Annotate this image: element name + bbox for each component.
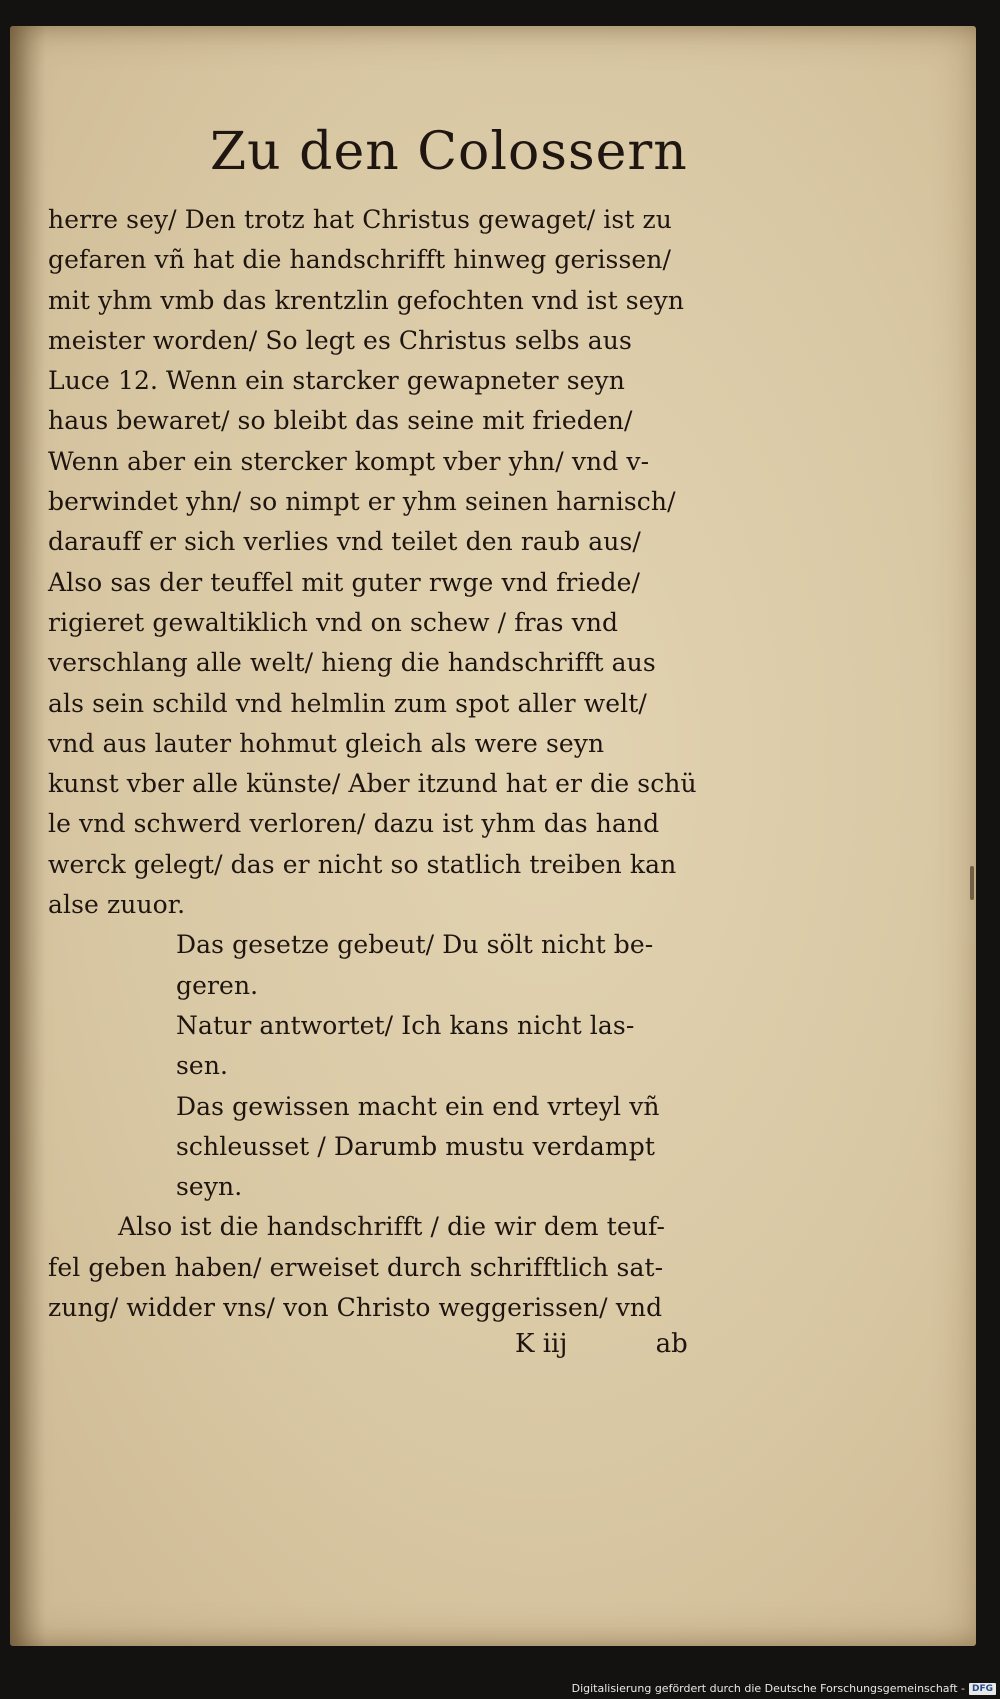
margin-stain [970, 866, 974, 900]
body-text [48, 200, 748, 1328]
text-line: Also ist die handschrifft / die wir dem teuf- [118, 1212, 666, 1242]
catchword: ab [655, 1329, 688, 1359]
text-line: verschlang alle welt/ hieng die handschrifft aus [48, 648, 656, 678]
text-line: rigieret gewaltiklich vnd on schew / fras vnd [48, 607, 619, 637]
text-line: werck gelegt/ das er nicht so statlich treiben kan [48, 849, 677, 879]
text-line: Also sas der teuffel mit guter rwge vnd friede/ [48, 567, 640, 597]
signature-mark: K iij [515, 1329, 568, 1359]
text-line: Wenn aber ein stercker kompt vber yhn/ vnd v- [48, 446, 650, 476]
digitization-credit [572, 1682, 996, 1695]
text-line: mit yhm vmb das krentzlin gefochten vnd ist seyn [48, 285, 685, 315]
text-line: zung/ widder vns/ von Christo weggerissen/ vnd [48, 1293, 663, 1323]
text-line: vnd aus lauter hohmut gleich als were seyn [48, 728, 605, 758]
text-line: alse zuuor. [48, 890, 186, 920]
verse-line: geren. [176, 970, 259, 1000]
running-head: Zu den Colossern [210, 122, 688, 182]
text-line: darauff er sich verlies vnd teilet den raub aus/ [48, 527, 641, 557]
verse-line: Natur antwortet/ Ich kans nicht las- [176, 1010, 635, 1040]
text-line: herre sey/ Den trotz hat Christus gewaget/ ist zu [48, 205, 672, 234]
verse-line: sen. [176, 1051, 229, 1081]
signature-line [515, 1329, 688, 1359]
text-line: gefaren vñ hat die handschrifft hinweg gerissen/ [48, 245, 672, 275]
verse-line: schleusset / Darumb mustu verdampt [176, 1131, 655, 1161]
text-line: Luce 12. Wenn ein starcker gewapneter seyn [48, 366, 625, 396]
credit-text: Digitalisierung gefördert durch die Deutsche Forschungsgemeinschaft - [571, 1682, 965, 1695]
text-line: als sein schild vnd helmlin zum spot aller welt/ [48, 688, 647, 718]
text-line: haus bewaret/ so bleibt das seine mit frieden/ [48, 406, 633, 436]
text-line: berwindet yhn/ so nimpt er yhm seinen harnisch/ [48, 487, 676, 517]
verse-line: Das gewissen macht ein end vrteyl vñ [176, 1091, 660, 1121]
text-line: meister worden/ So legt es Christus selbs aus [48, 325, 632, 355]
text-line: fel geben haben/ erweiset durch schrifftlich sat- [48, 1252, 664, 1282]
text-line: le vnd schwerd verloren/ dazu ist yhm das hand [48, 809, 660, 839]
verse-line: seyn. [176, 1172, 243, 1202]
text-line: kunst vber alle künste/ Aber itzund hat er die schü [48, 769, 697, 799]
verse-line: Das gesetze gebeut/ Du sölt nicht be- [176, 930, 654, 960]
spine-shadow [10, 26, 46, 1646]
dfg-logo: DFG [969, 1683, 996, 1695]
